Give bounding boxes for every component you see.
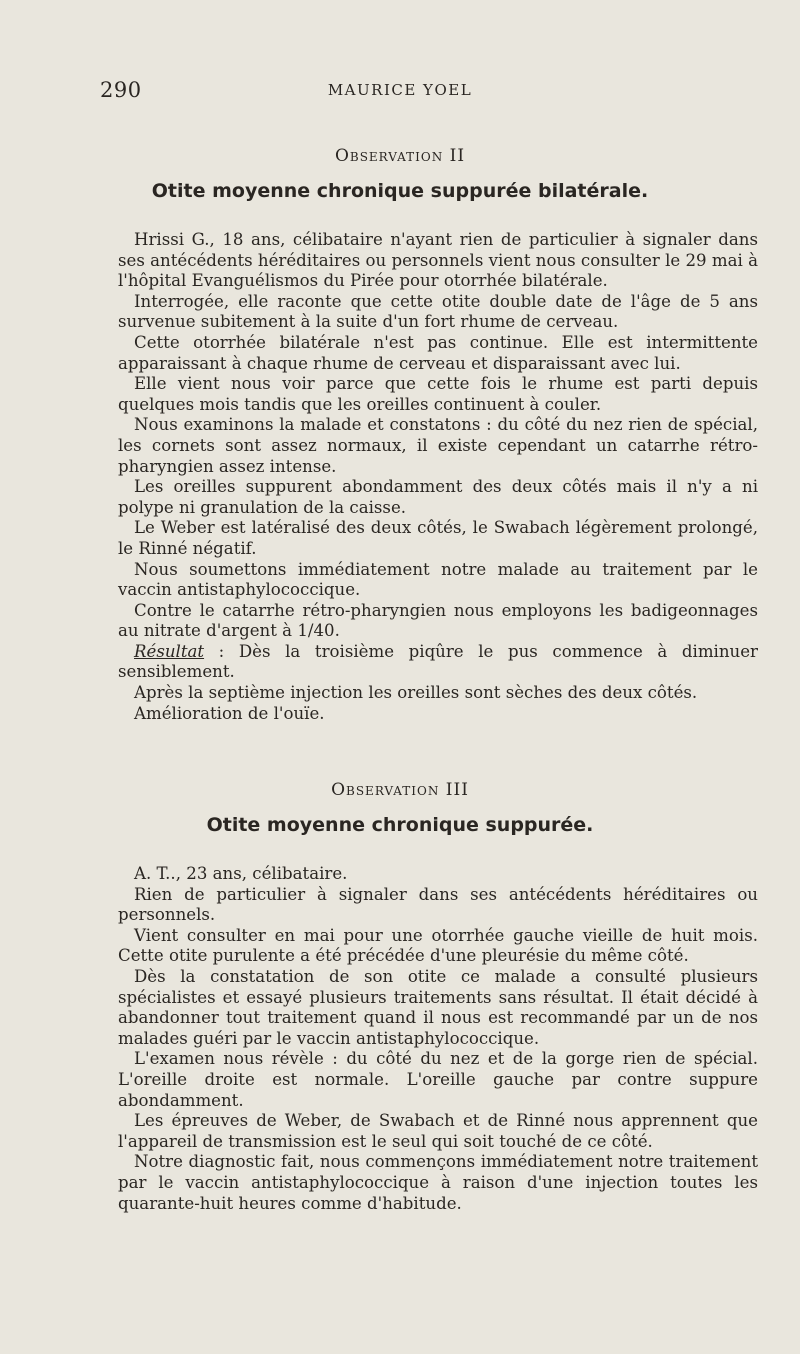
paragraph: Hrissi G., 18 ans, célibataire n'ayant rien de particulier à signaler dans ses antécédents héréditaires ou personnels vient nous consulter le 29 mai à l'hôpital Evanguélismos du Pirée pour otorrhée bilatérale. <box>118 230 758 291</box>
paragraph: Cette otorrhée bilatérale n'est pas continue. Elle est intermittente apparaissant à chaque rhume de cerveau et disparaissant avec lui. <box>118 332 758 373</box>
paragraph: Le Weber est latéralisé des deux côtés, le Swabach légèrement prolongé, le Rinné négatif. <box>118 518 758 558</box>
observation-3-subtitle: Otite moyenne chronique suppurée. <box>206 814 594 836</box>
paragraph: Les épreuves de Weber, de Swabach et de Rinné nous apprennent que l'appareil de transmission est le seul qui soit touché de ce côté. <box>118 1111 758 1151</box>
observation-2-subtitle: Otite moyenne chronique suppurée bilatérale. <box>151 180 649 202</box>
paragraph: Dès la constatation de son otite ce malade a consulté plusieurs spécialistes et essayé plusieurs traitements sans résultat. Il était décidé à abandonner tout traitement quand il nous est recommandé par un de nos malades guéri par le vaccin antistaphylococcique. <box>118 966 758 1048</box>
paragraph: A. T.., 23 ans, célibataire. <box>134 864 348 883</box>
paragraph: Elle vient nous voir parce que cette fois le rhume est parti depuis quelques mois tandis que les oreilles continuent à couler. <box>118 374 758 414</box>
paragraph: Nous soumettons immédiatement notre malade au traitement par le vaccin antistaphylococcique. <box>118 559 758 600</box>
paragraph: Amélioration de l'ouïe. <box>134 703 325 723</box>
paragraph: Vient consulter en mai pour une otorrhée gauche vieille de huit mois. Cette otite purulente a été précédée d'une pleurésie du même côté. <box>118 925 758 966</box>
paragraph: L'examen nous révèle : du côté du nez et de la gorge rien de spécial. L'oreille droite est normale. L'oreille gauche par contre suppure abondamment. <box>118 1049 758 1110</box>
paragraph: Après la septième injection les oreilles sont sèches des deux côtés. <box>134 683 698 703</box>
result-paragraph <box>118 642 758 683</box>
paragraph: Notre diagnostic fait, nous commençons immédiatement notre traitement par le vaccin antistaphylococcique à raison d'une injection toutes les quarante-huit heures comme d'habitude. <box>118 1152 758 1213</box>
observation-3-title: Observation III <box>331 780 469 800</box>
observation-3-body <box>118 864 758 1214</box>
paragraph: Interrogée, elle raconte que cette otite double date de l'âge de 5 ans survenue subitement à la suite d'un fort rhume de cerveau. <box>118 291 758 332</box>
paragraph: Rien de particulier à signaler dans ses antécédents héréditaires ou personnels. <box>118 884 758 925</box>
observation-2-body <box>118 230 758 724</box>
paragraph: Nous examinons la malade et constatons : du côté du nez rien de spécial, les cornets sont assez normaux, il existe cependant un catarrhe rétro-pharyngien assez intense. <box>118 415 758 476</box>
paragraph: Les oreilles suppurent abondamment des deux côtés mais il n'y a ni polype ni granulation de la caisse. <box>118 477 758 517</box>
observation-2-title: Observation II <box>334 146 466 166</box>
result-text: : Dès la troisième piqûre le pus commence à diminuer sensiblement. <box>118 641 758 682</box>
running-head: MAURICE YOEL <box>327 81 473 99</box>
paragraph: Contre le catarrhe rétro-pharyngien nous employons les badigeonnages au nitrate d'argent à 1/40. <box>118 600 758 641</box>
page-header <box>0 78 800 108</box>
result-label: Résultat <box>134 641 205 661</box>
page-number: 290 <box>100 78 142 102</box>
